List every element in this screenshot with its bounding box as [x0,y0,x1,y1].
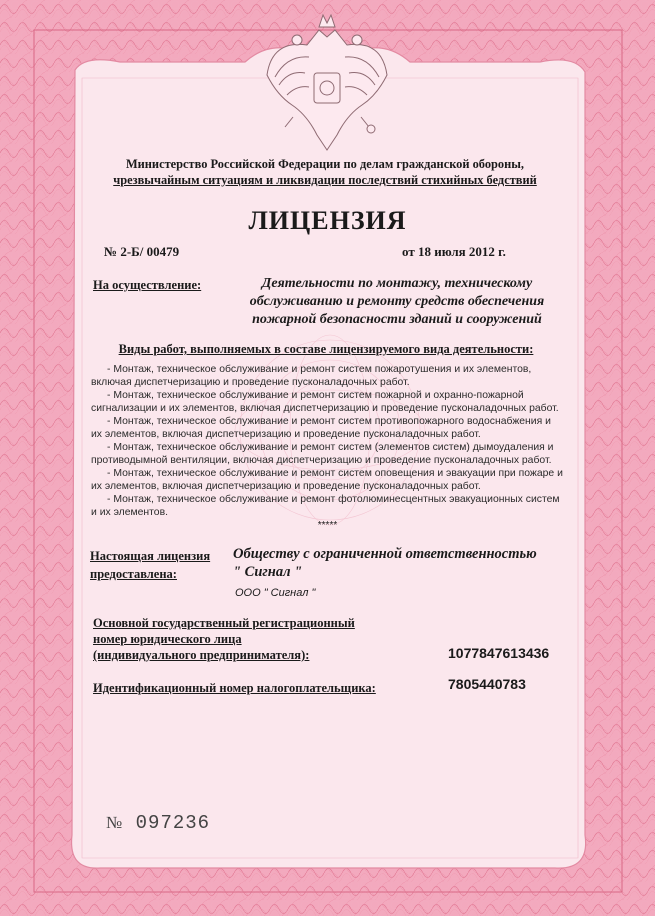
license-date: от 18 июля 2012 г. [402,244,506,259]
work-line: противодымной вентиляции, включая диспетчеризацию и проведение пусконаладочных работ. [91,455,552,466]
work-line: включая диспетчеризацию и проведение пусконаладочных работ. [91,377,410,388]
company-line-2: " Сигнал " [233,564,303,580]
work-line-text: - Монтаж, техническое обслуживание и ремонт систем пожаротушения и их элементов, [107,364,532,375]
purpose-line-1: Деятельности по монтажу, техническому [261,276,533,291]
work-line-text: - Монтаж, техническое обслуживание и ремонт систем противопожарного водоснабжения и [107,416,551,427]
work-line [91,415,573,428]
company-line-1: Обществу с ограниченной ответственностью [233,546,537,562]
work-line: их элементов, включая диспетчеризацию и проведение пусконаладочных работ. [91,481,481,492]
issuer-line-1: Министерство Российской Федерации по делам гражданской обороны, [125,157,525,171]
work-line [91,441,573,454]
work-line [91,493,573,506]
work-line: сигнализации и их элементов, включая диспетчеризацию и проведение пусконаладочных работ. [91,403,559,414]
serial-number: 097236 [135,812,211,834]
work-line [91,363,573,376]
ogrn-label-line-2: номер юридического лица [93,632,242,646]
work-line-text: - Монтаж, техническое обслуживание и ремонт фотолюминесцентных эвакуационных систем [107,494,560,505]
works-heading: Виды работ, выполняемых в составе лицензируемого вида деятельности: [118,342,534,356]
issuer-ministry [80,156,570,188]
purpose-line-2: обслуживанию и ремонту средств обеспечения [249,294,545,309]
work-line-text: - Монтаж, техническое обслуживание и ремонт систем (элементов систем) дымоудаления и [107,442,554,453]
granted-label [90,547,210,583]
work-line [91,467,573,480]
ogrn-label-line-3: (индивидуального предпринимателя): [93,648,310,662]
serial-prefix: № [106,813,124,832]
work-line: и их элементов. [91,507,168,518]
work-line-text: - Монтаж, техническое обслуживание и ремонт систем пожарной и охранно-пожарной [107,390,524,401]
license-number: № 2-Б/ 00479 [104,244,180,259]
document-title: ЛИЦЕНЗИЯ [248,206,407,235]
ogrn-label-line-1: Основной государственный регистрационный [93,616,355,630]
separator-stars: ***** [317,520,338,531]
inn-value: 7805440783 [448,676,526,692]
work-line-text: - Монтаж, техническое обслуживание и ремонт систем оповещения и эвакуации при пожаре и [107,468,563,479]
granted-label-line-1: Настоящая лицензия [90,549,211,563]
ogrn-value: 1077847613436 [448,645,550,661]
purpose-label: На осуществление: [93,278,202,292]
work-line: их элементов, включая диспетчеризацию и проведение пусконаладочных работ. [91,429,481,440]
work-line [91,389,573,402]
inn-label: Идентификационный номер налогоплательщика: [93,681,376,695]
granted-label-line-2: предоставлена: [90,567,177,581]
purpose-line-3: пожарной безопасности зданий и сооружений [252,312,542,327]
issuer-line-2: чрезвычайным ситуациям и ликвидации последствий стихийных бедствий [113,173,537,187]
company-name [233,545,537,581]
form-serial-number [106,812,210,834]
company-short-name: ООО " Сигнал " [235,587,316,599]
